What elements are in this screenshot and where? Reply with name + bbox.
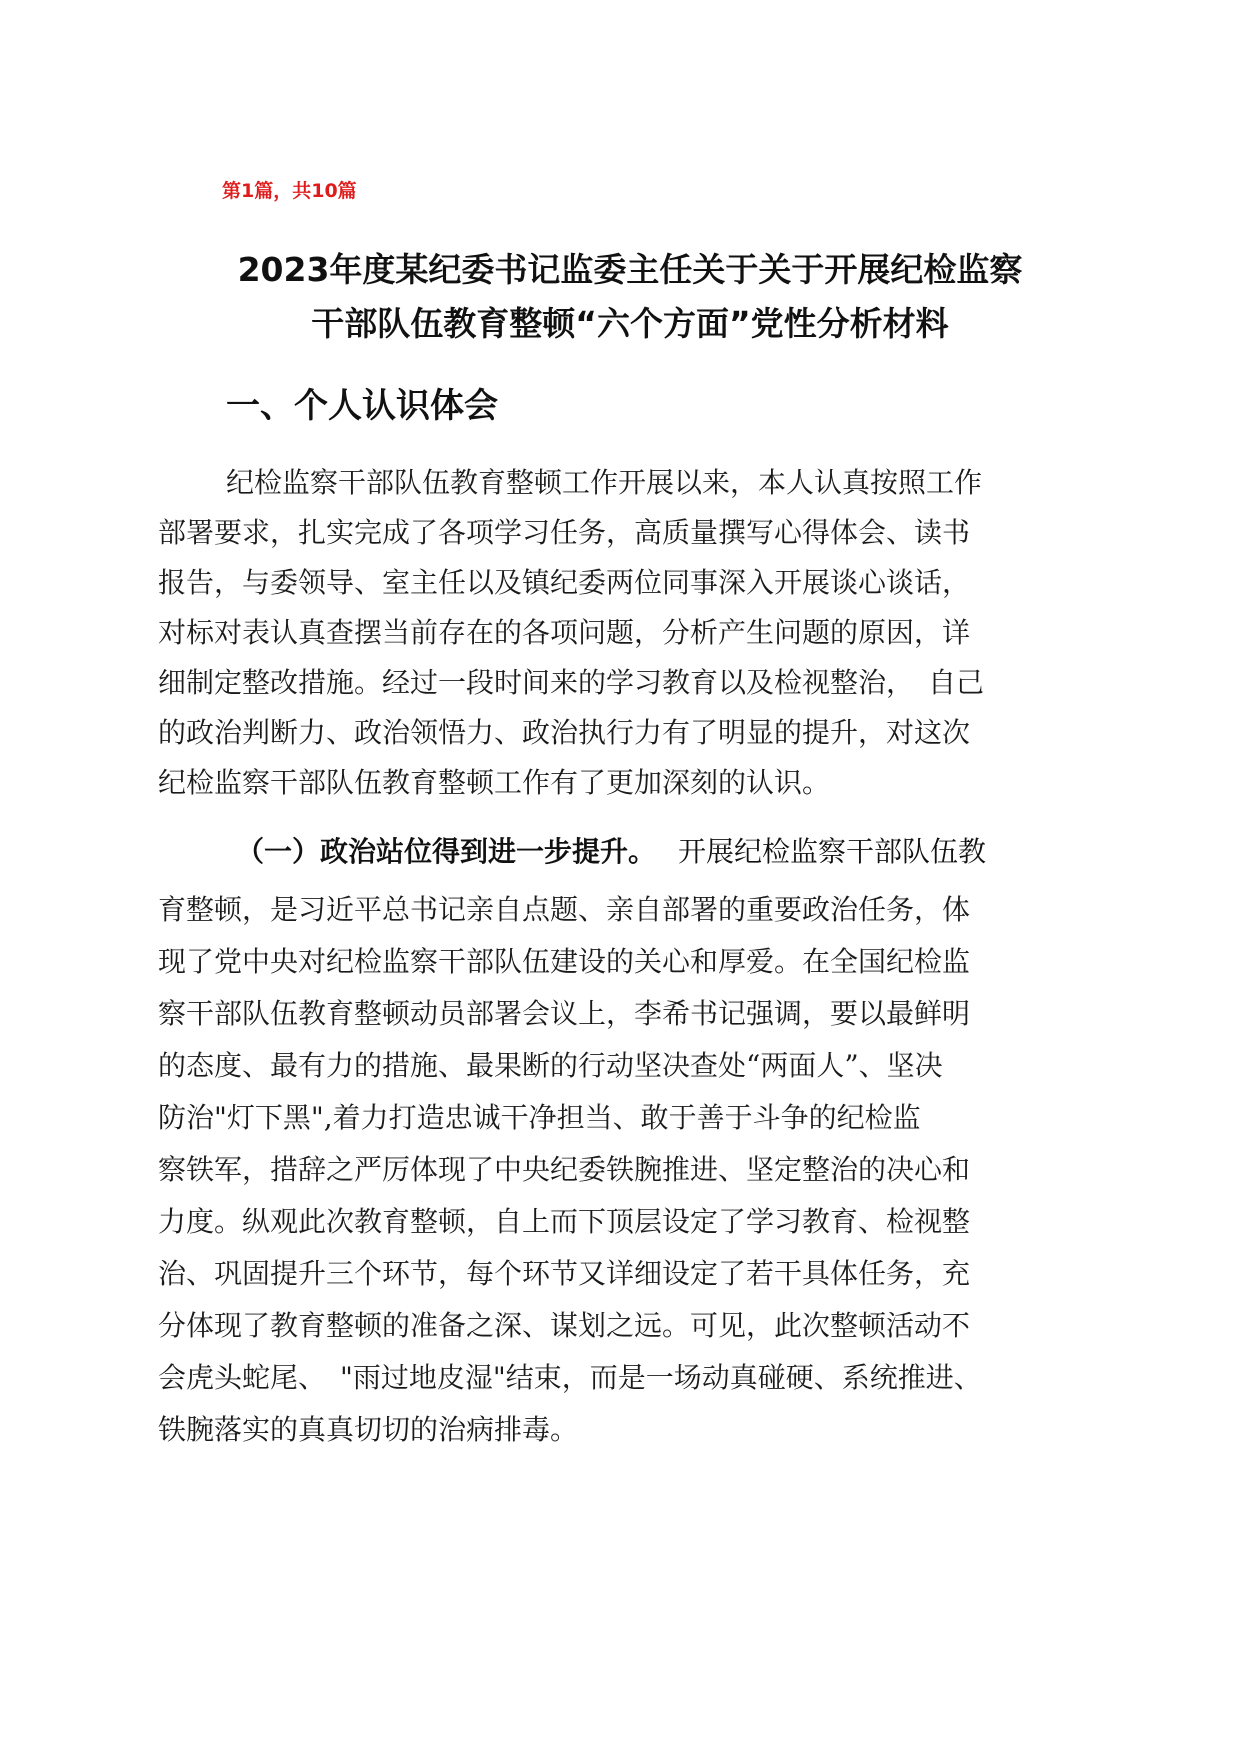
subsection-line (236, 835, 986, 869)
paragraph-line: 现了党中央对纪检监察干部队伍建设的关心和厚爱。在全国纪检监 (158, 945, 971, 978)
paragraph-line: 察铁军，措辞之严厉体现了中央纪委铁腕推进、坚定整治的决心和 (158, 1153, 971, 1186)
paragraph-line: 纪检监察干部队伍教育整顿工作有了更加深刻的认识。 (158, 766, 831, 799)
paragraph-line: 细制定整改措施。经过一段时间来的学习教育以及检视整治， 自己 (158, 666, 985, 699)
paragraph-line: 部署要求，扎实完成了各项学习任务，高质量撰写心得体会、读书 (158, 516, 971, 549)
paragraph-line: 治、巩固提升三个环节，每个环节又详细设定了若干具体任务，充 (158, 1257, 971, 1290)
paragraph-line: 力度。纵观此次教育整顿，自上而下顶层设定了学习教育、检视整 (158, 1205, 971, 1238)
subsection-heading: （一）政治站位得到进一步提升。 (236, 835, 657, 868)
paragraph-line: 的政治判断力、政治领悟力、政治执行力有了明显的提升，对这次 (158, 716, 971, 749)
section-heading: 一、个人认识体会 (226, 386, 498, 426)
paragraph-line: 的态度、最有力的措施、最果断的行动坚决查处“两面人”、坚决 (158, 1049, 943, 1082)
document-title-line-1: 2023年度某纪委书记监委主任关于关于开展纪检监察 (237, 250, 1023, 289)
subsection-lead-text: 开展纪检监察干部队伍教 (678, 835, 987, 868)
paragraph-line: 察干部队伍教育整顿动员部署会议上，李希书记强调，要以最鲜明 (158, 997, 971, 1030)
paragraph-line: 对标对表认真查摆当前存在的各项问题，分析产生问题的原因，详 (158, 616, 971, 649)
paragraph-line: 会虎头蛇尾、 "雨过地皮湿"结束，而是一场动真碰硬、系统推进、 (158, 1361, 982, 1394)
paragraph-line: 防治"灯下黑",着力打造忠诚干净担当、敢于善于斗争的纪检监 (158, 1101, 921, 1134)
document-title-line-2: 干部队伍教育整顿“六个方面”党性分析材料 (311, 304, 949, 343)
paragraph-line: 分体现了教育整顿的准备之深、谋划之远。可见，此次整顿活动不 (158, 1309, 971, 1342)
paragraph-line: 报告，与委领导、室主任以及镇纪委两位同事深入开展谈心谈话， (158, 566, 971, 599)
paragraph-line: 铁腕落实的真真切切的治病排毒。 (158, 1413, 579, 1446)
paragraph-line: 纪检监察干部队伍教育整顿工作开展以来，本人认真按照工作 (226, 466, 983, 499)
paragraph-line: 育整顿，是习近平总书记亲自点题、亲自部署的重要政治任务，体 (158, 893, 971, 926)
page-counter: 第1篇，共10篇 (222, 180, 357, 202)
